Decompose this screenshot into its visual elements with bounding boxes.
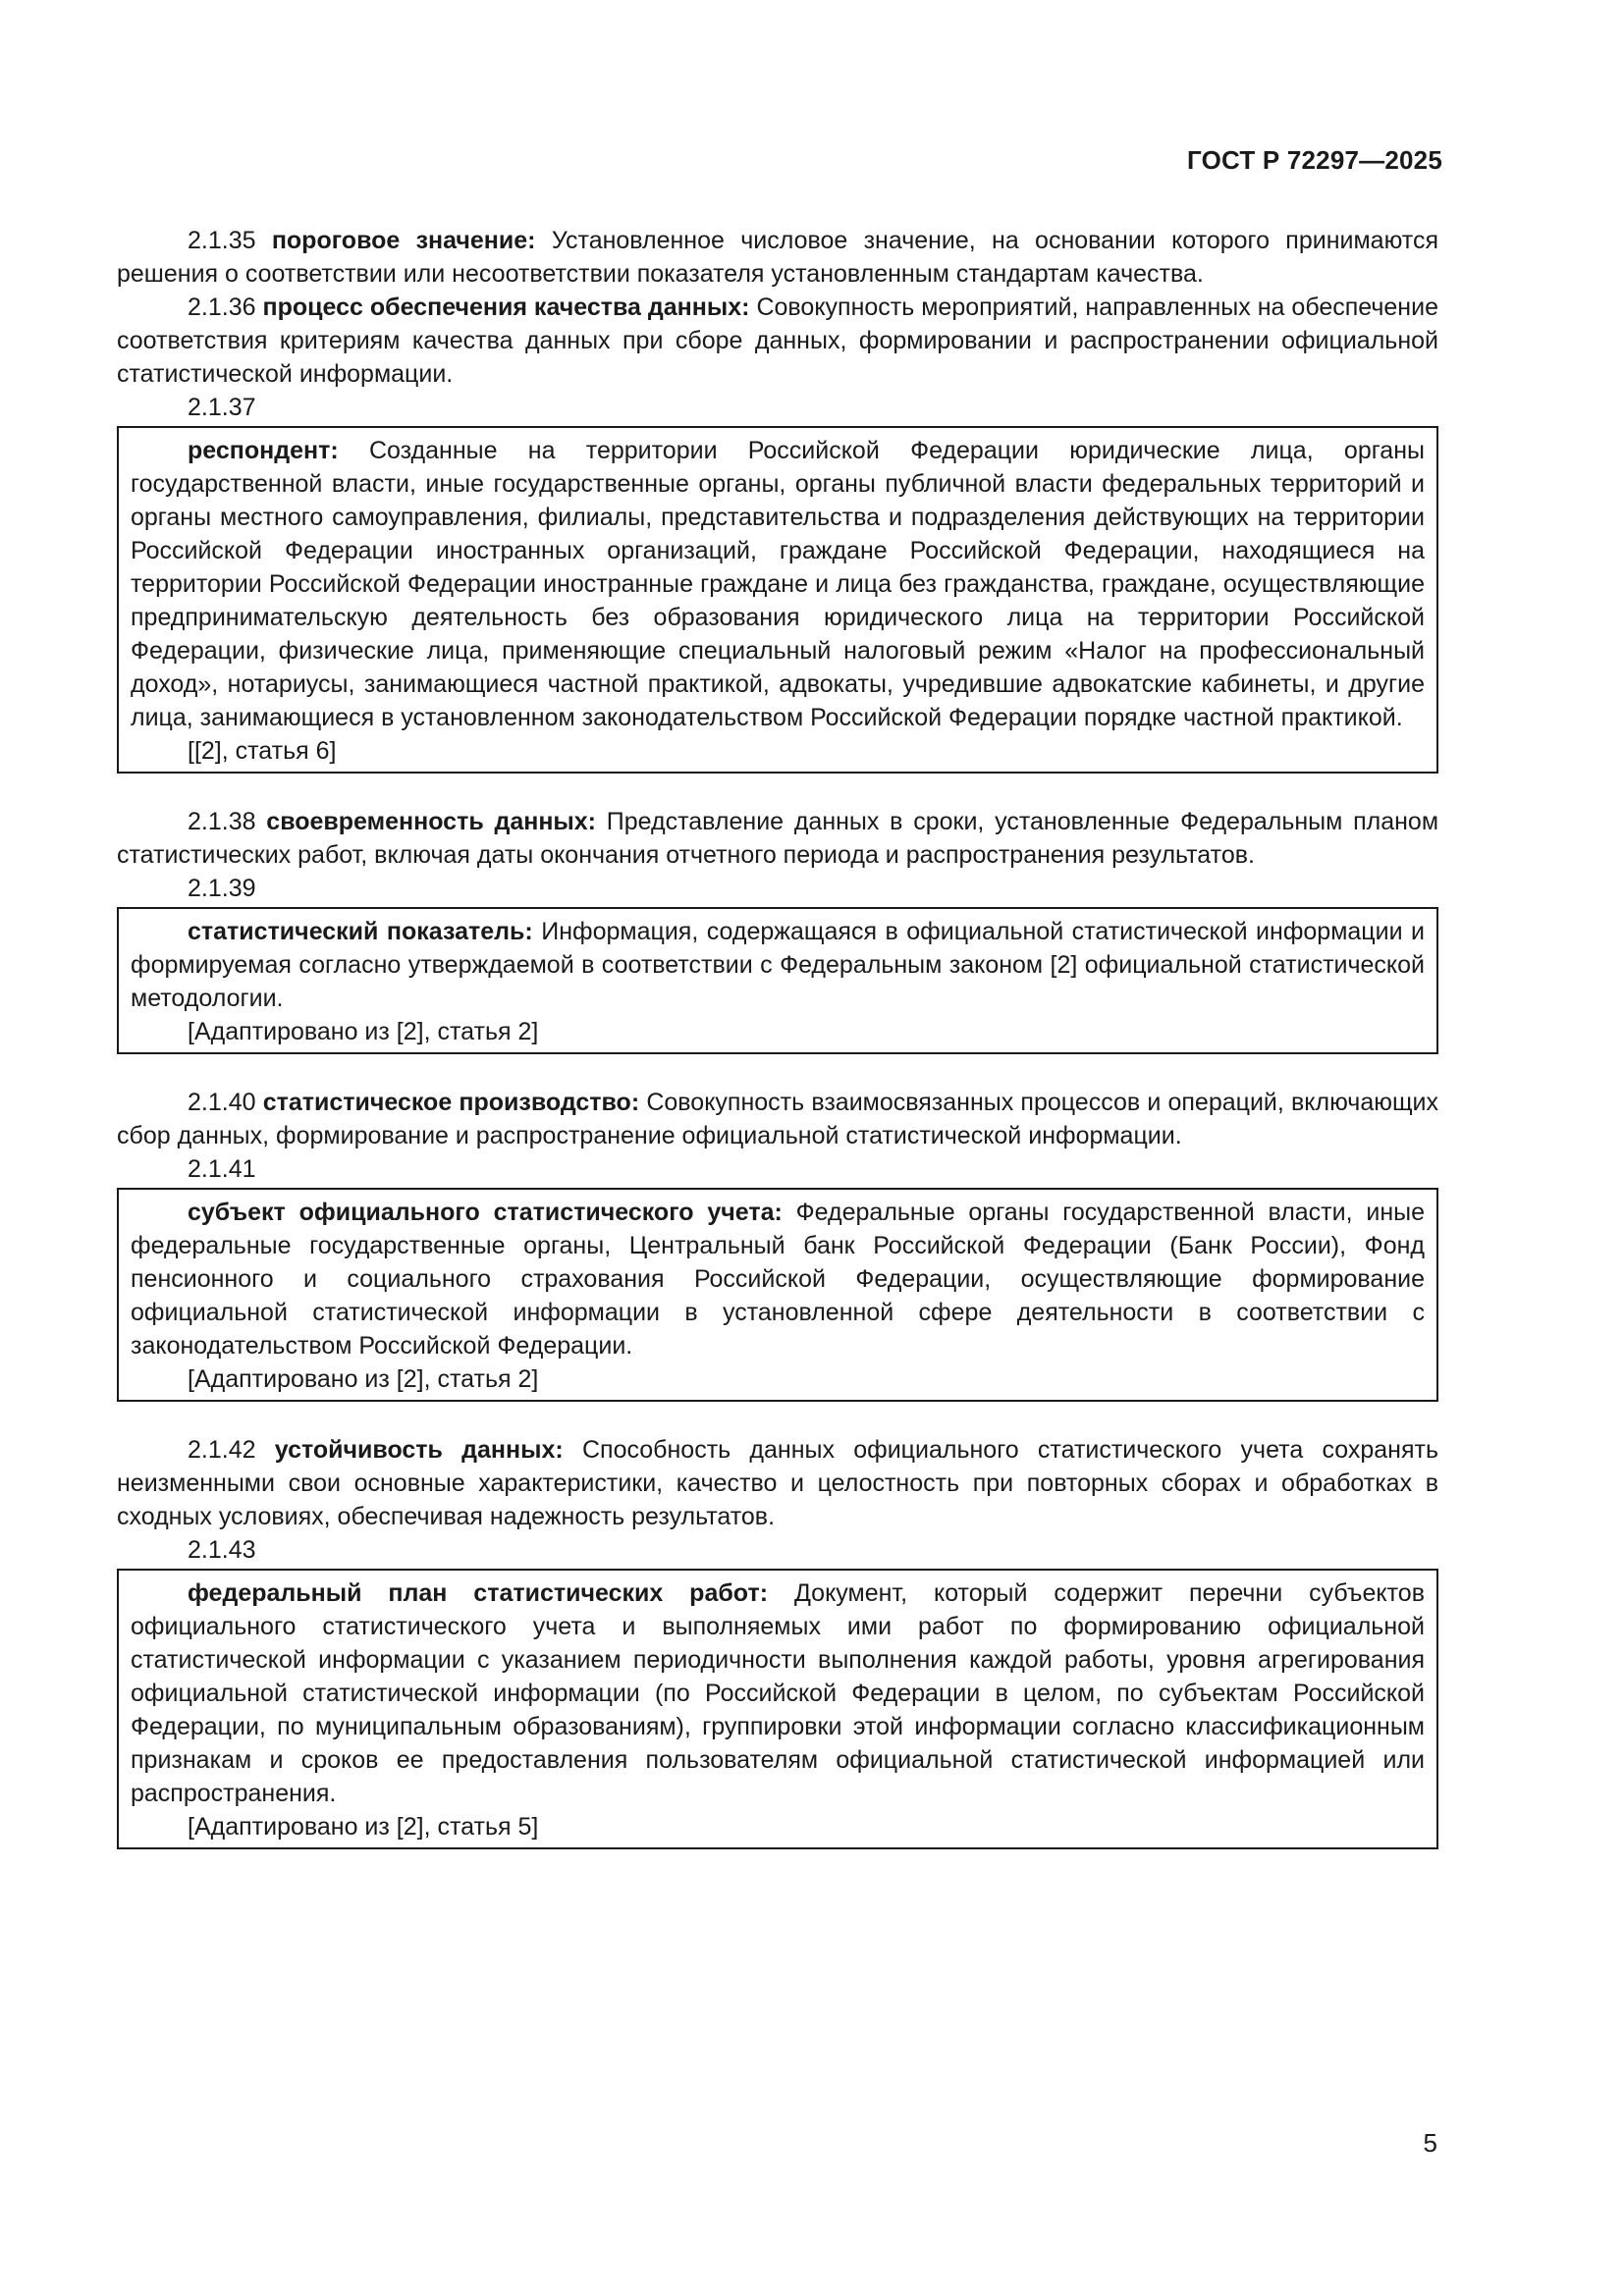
entry-2-1-42 xyxy=(117,1433,1438,1533)
entry-number-2-1-37: 2.1.37 xyxy=(188,394,256,421)
source-reference: [Адаптировано из [2], статья 5] xyxy=(188,1813,539,1841)
entry-2-1-35 xyxy=(117,224,1438,291)
entry-number: 2.1.42 xyxy=(188,1436,256,1464)
definition-box-2-1-39 xyxy=(117,907,1438,1054)
entry-2-1-40 xyxy=(117,1086,1438,1152)
page-number: 5 xyxy=(1423,2128,1437,2158)
boxed-definition xyxy=(131,915,1425,1015)
source-reference: [Адаптировано из [2], статья 2] xyxy=(188,1365,539,1393)
entry-definition: Способность данных официального статистического учета сохранять неизменными свои основные характеристики, качество и целостность при повторных сборах и обработках в сходных условиях, обеспечивая надежность результатов. xyxy=(117,1436,1439,1530)
entry-term: своевременность данных: xyxy=(266,808,597,835)
source-reference: [Адаптировано из [2], статья 2] xyxy=(188,1018,539,1045)
entry-term: респондент: xyxy=(188,437,339,464)
boxed-definition xyxy=(131,1196,1425,1362)
entry-term: субъект официального статистического учета: xyxy=(188,1199,783,1226)
terms-list xyxy=(117,224,1438,1849)
entry-term: процесс обеспечения качества данных: xyxy=(262,294,750,321)
entry-2-1-36 xyxy=(117,291,1438,391)
boxed-definition xyxy=(131,434,1425,734)
entry-definition: Созданные на территории Российской Федерации юридические лица, органы государственной власти, иные государственные органы, органы публичной власти федеральных территорий и органы местного самоуправления, филиалы, представительства и подразделения действующих на территории Российской Федерации иностранных организаций, граждане Российской Федерации, находящиеся на территории Российской Федерации иностранные граждане и лица без гражданства, граждане, осуществляющие предпринимательскую деятельность без образования юридического лица на территории Российской Федерации, физические лица, применяющие специальный налоговый режим «Налог на профессиональный доход», нотариусы, занимающиеся частной практикой, адвокаты, учредившие адвокатские кабинеты, и другие лица, занимающиеся в установленном законодательством Российской Федерации порядке частной практикой. xyxy=(131,437,1425,731)
entry-term: устойчивость данных: xyxy=(274,1436,564,1464)
entry-number: 2.1.38 xyxy=(188,808,256,835)
entry-number-2-1-39: 2.1.39 xyxy=(188,875,256,902)
entry-number: 2.1.36 xyxy=(188,294,256,321)
entry-definition: Установленное числовое значение, на основании которого принимаются решения о соответствии или несоответствии показателя установленным стандартам качества. xyxy=(117,227,1438,288)
entry-definition: Информация, содержащаяся в официальной статистической информации и формируемая согласно утверждаемой в соответствии с Федеральным законом [2] официальной статистической методологии. xyxy=(131,918,1426,1012)
definition-box-2-1-41 xyxy=(117,1188,1438,1402)
definition-box-2-1-37 xyxy=(117,426,1438,774)
entry-definition: Федеральные органы государственной власти, иные федеральные государственные органы, Центральный банк Российской Федерации (Банк России), Фонд пенсионного и социального страхования Российской Федерации, осуществляющие формирование официальной статистической информации в установленной сфере деятельности в соответствии с законодательством Российской Федерации. xyxy=(131,1199,1425,1360)
source-reference: [[2], статья 6] xyxy=(188,737,337,765)
entry-definition: Совокупность мероприятий, направленных на обеспечение соответствия критериям качества данных при сборе данных, формировании и распространении официальной статистической информации. xyxy=(117,294,1438,388)
entry-term: статистический показатель: xyxy=(188,918,533,945)
entry-number: 2.1.40 xyxy=(188,1089,256,1116)
entry-number-2-1-43: 2.1.43 xyxy=(188,1536,256,1564)
entry-number-2-1-41: 2.1.41 xyxy=(188,1155,256,1183)
entry-definition: Совокупность взаимосвязанных процессов и операций, включающих сбор данных, формирование и распространение официальной статистической информации. xyxy=(117,1089,1439,1149)
entry-definition: Документ, который содержит перечни субъектов официального статистического учета и выполняемых ими работ по формированию официальной статистической информации с указанием периодичности выполнения каждой работы, уровня агрегирования официальной статистической информации (по Российской Федерации в целом, по субъектам Российской Федерации, по муниципальным образованиям), группировки этой информации согласно классификационным признакам и сроков ее предоставления пользователям официальной статистической информацией или распространения. xyxy=(131,1579,1425,1807)
entry-2-1-38 xyxy=(117,805,1438,872)
entry-number: 2.1.35 xyxy=(188,227,256,254)
boxed-definition xyxy=(131,1576,1425,1810)
entry-term: статистическое производство: xyxy=(262,1089,640,1116)
entry-definition: Представление данных в сроки, установленные Федеральным планом статистических работ, включая даты окончания отчетного периода и распространения результатов. xyxy=(117,808,1439,869)
definition-box-2-1-43 xyxy=(117,1569,1438,1849)
entry-term: федеральный план статистических работ: xyxy=(188,1579,769,1607)
entry-term: пороговое значение: xyxy=(271,227,536,254)
document-id: ГОСТ Р 72297—2025 xyxy=(1187,145,1442,175)
